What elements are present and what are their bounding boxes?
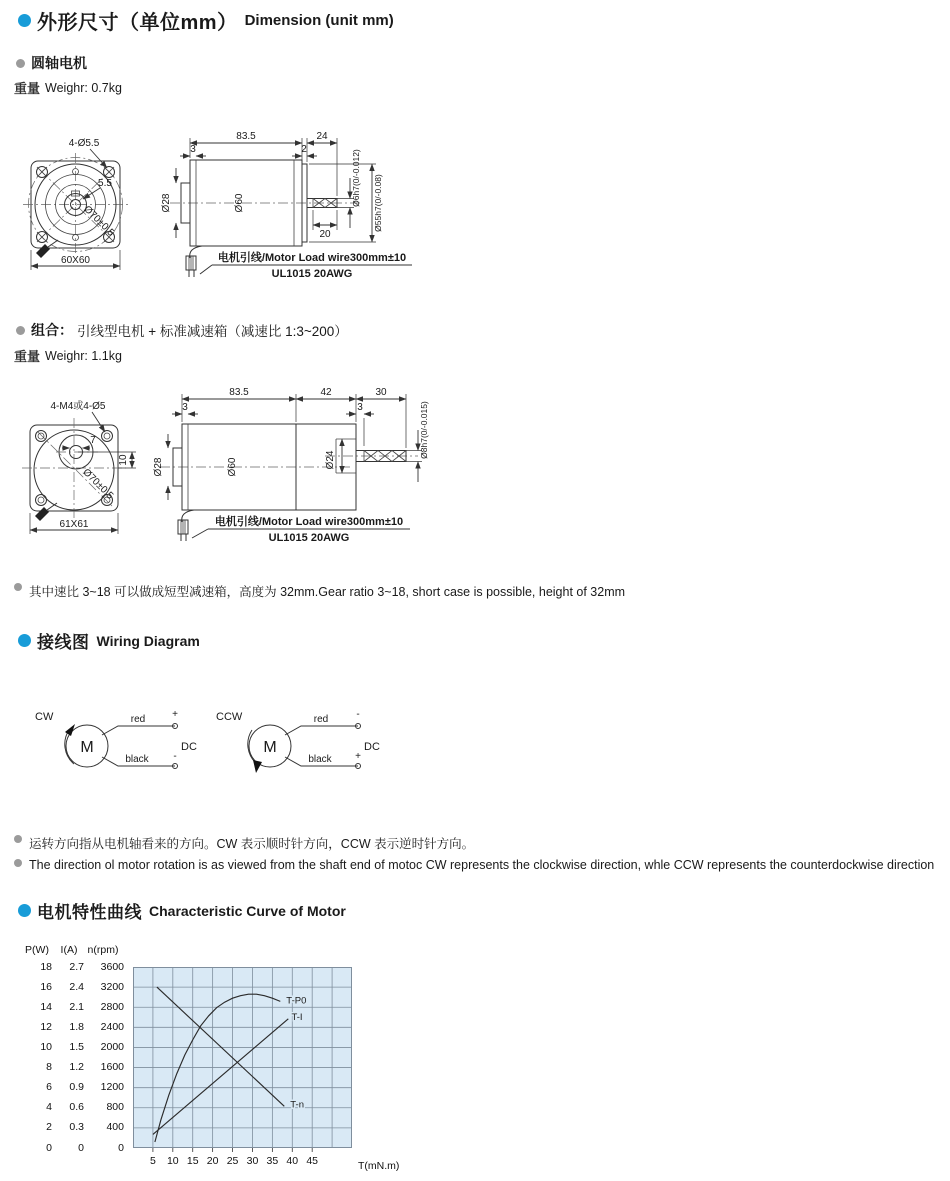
y-tick-I(A): 0.6: [69, 1101, 84, 1114]
series-label-T-n: T-n: [290, 1099, 305, 1111]
y-tick-P(W): 6: [46, 1081, 52, 1094]
y-tick-P(W): 0: [46, 1141, 52, 1154]
wire-label-line1: 电机引线/Motor Load wire300mm±10: [217, 252, 407, 264]
dim-shaft-dia: Ø8h7(0/-0.015): [419, 401, 429, 459]
gear-ratio-note: [14, 582, 934, 600]
black-wire-label: black: [308, 754, 332, 765]
dim-body-dia: Ø60: [234, 193, 245, 213]
wire-label-line2: UL1015 20AWG: [268, 532, 350, 544]
wire-stub-icon: [35, 503, 57, 521]
y-tick-n(rpm): 3200: [100, 980, 124, 993]
side-view-geared: [153, 387, 429, 544]
x-axis-unit: T(mN.m): [358, 1160, 400, 1172]
x-tick-40: 40: [286, 1155, 299, 1167]
series-label-T-I: T-I: [291, 1011, 303, 1023]
gray-bullet-icon: [14, 835, 22, 843]
y-tick-I(A): 1.5: [69, 1040, 84, 1053]
y-tick-P(W): 2: [46, 1121, 52, 1134]
dim-shaft-length: 24: [316, 131, 328, 142]
y-tick-I(A): 0.9: [69, 1081, 84, 1094]
dim-spigot-step: 2: [301, 144, 307, 155]
blue-bullet-icon: [18, 904, 31, 917]
wiring-title-cn: 接线图: [37, 633, 90, 652]
drawing-round-shaft-motor: [20, 118, 460, 303]
y-tick-I(A): 2.7: [69, 960, 84, 973]
y-tick-I(A): 2.4: [69, 980, 84, 993]
y-tick-P(W): 12: [40, 1020, 52, 1033]
y-tick-I(A): 1.8: [69, 1020, 84, 1033]
y-axis-header-n(rpm): n(rpm): [87, 944, 119, 956]
dim-flat-length: 20: [319, 229, 331, 240]
x-tick-45: 45: [306, 1155, 319, 1167]
dim-body-length: 83.5: [236, 131, 256, 142]
blue-bullet-icon: [18, 634, 31, 647]
y-tick-I(A): 0: [78, 1141, 84, 1154]
characteristic-curve-chart: [20, 936, 480, 1181]
wiring-title-en: Wiring Diagram: [96, 632, 200, 649]
gray-bullet-icon: [14, 859, 22, 867]
motor-symbol: M: [80, 739, 94, 756]
dim-shaft-length: 30: [375, 387, 387, 398]
y-tick-n(rpm): 2400: [100, 1020, 124, 1033]
wire-label-line1: 电机引线/Motor Load wire300mm±10: [214, 516, 404, 528]
terminal-polarity-bottom: -: [173, 751, 177, 762]
y-tick-n(rpm): 1200: [100, 1081, 124, 1094]
dim-gearbox-length: 42: [320, 387, 332, 398]
y-tick-n(rpm): 800: [106, 1101, 124, 1114]
blue-bullet-icon: [18, 14, 31, 27]
red-wire-label: red: [130, 714, 146, 725]
front-view-round-shaft: [23, 138, 128, 270]
y-tick-I(A): 2.1: [69, 1000, 84, 1013]
dim-boss-dia: Ø28: [153, 457, 164, 477]
rotation-note-en-text: The direction ol motor rotation is as viewed from the shaft end of motoc CW represents the clockwise direction, whle CCW represents the counterdockwise direction: [29, 858, 935, 872]
side-view-round-shaft: [161, 131, 412, 280]
dim-hub: 7: [90, 435, 96, 446]
y-tick-n(rpm): 2000: [100, 1040, 124, 1053]
dim-hub: 5.5: [98, 178, 112, 189]
weight-value-2: Weighr: 1.1kg: [45, 348, 122, 363]
wiring-diagram: [25, 698, 395, 793]
y-tick-P(W): 16: [40, 980, 52, 993]
dim-shaft-dia: Ø6h7(0/-0.012): [351, 149, 361, 207]
dc-label: DC: [364, 741, 380, 753]
terminal-polarity-top: -: [356, 709, 360, 720]
gear-ratio-note-text: 其中速比 3~18 可以做成短型减速箱，高度为 32mm.Gear ratio 3~18, short case is possible, height of 32mm: [29, 585, 626, 599]
dim-spigot-dia: Ø55h7(0/-0.08): [373, 174, 383, 232]
dim-output-dia: Ø24: [325, 450, 336, 470]
x-tick-25: 25: [226, 1155, 239, 1167]
y-axis-header-P(W): P(W): [25, 944, 49, 956]
wire-stub-icon: [36, 240, 58, 258]
dim-shaft-step: 3: [357, 402, 363, 413]
x-tick-35: 35: [266, 1155, 279, 1167]
dim-flange-size: 60X60: [61, 255, 90, 266]
x-tick-10: 10: [166, 1155, 179, 1167]
y-tick-I(A): 1.2: [69, 1061, 84, 1074]
motor-symbol: M: [263, 739, 277, 756]
dim-pitch-circle: Ø70±0.5: [81, 203, 117, 239]
y-tick-P(W): 14: [40, 1000, 52, 1013]
dim-corner-holes: 4-Ø5.5: [68, 138, 100, 149]
round-shaft-motor-heading: [16, 53, 87, 73]
y-tick-n(rpm): 400: [106, 1121, 124, 1134]
terminal-polarity-top: +: [172, 709, 178, 720]
ccw-rotation-arrow-icon: [253, 760, 262, 773]
rotation-note-cn: [14, 834, 934, 852]
y-tick-P(W): 8: [46, 1061, 52, 1074]
weight-line-2: [14, 346, 122, 365]
y-tick-P(W): 18: [40, 960, 52, 973]
geared-motor-heading: [16, 320, 348, 340]
gray-bullet-icon: [16, 326, 25, 335]
wire-label-line2: UL1015 20AWG: [271, 268, 353, 280]
gray-bullet-icon: [16, 59, 25, 68]
weight-line-1: [14, 78, 122, 97]
rotation-note-cn-text: 运转方向指从电机轴看来的方向。CW 表示顺时针方向，CCW 表示逆时针方向。: [29, 837, 475, 851]
red-wire-label: red: [313, 714, 329, 725]
dim-body-length: 83.5: [229, 387, 249, 398]
gray-bullet-icon: [14, 583, 22, 591]
wiring-ccw: [216, 709, 380, 773]
dim-rear-cap: 3: [182, 402, 188, 413]
round-shaft-motor-label: 圆轴电机: [31, 55, 87, 71]
y-tick-n(rpm): 3600: [100, 960, 124, 973]
dim-pitch-circle: Ø70±0.5: [80, 466, 116, 502]
dim-rear-cap: 3: [190, 144, 196, 155]
dim-body-dia: Ø60: [227, 457, 238, 477]
rotation-note-en: [14, 858, 944, 872]
ccw-label: CCW: [216, 711, 243, 723]
cw-label: CW: [35, 711, 54, 723]
wiring-section-heading: [18, 628, 200, 653]
y-tick-n(rpm): 2800: [100, 1000, 124, 1013]
dim-boss-dia: Ø28: [161, 193, 172, 213]
y-tick-I(A): 0.3: [69, 1121, 84, 1134]
chart-plot-area: [133, 967, 352, 1154]
y-tick-n(rpm): 0: [118, 1141, 124, 1154]
front-view-geared: [22, 399, 136, 534]
x-tick-30: 30: [246, 1155, 259, 1167]
curve-section-heading: [18, 898, 346, 923]
x-tick-15: 15: [186, 1155, 199, 1167]
dim-flange-size: 61X61: [59, 519, 89, 530]
dimension-title-cn: 外形尺寸（单位mm）: [37, 12, 238, 34]
y-tick-P(W): 4: [46, 1101, 52, 1114]
geared-motor-label-rest: 引线型电机 + 标准减速箱（减速比 1:3~200）: [77, 324, 348, 339]
drawing-geared-motor: [20, 382, 490, 560]
x-tick-20: 20: [206, 1155, 219, 1167]
wiring-cw: [35, 709, 197, 769]
y-axis-header-I(A): I(A): [60, 944, 78, 956]
curve-title-en: Characteristic Curve of Motor: [149, 902, 346, 919]
dimension-title-en: Dimension (unit mm): [244, 12, 394, 29]
weight-label-cn: 重量: [14, 349, 41, 364]
dc-label: DC: [181, 741, 197, 753]
terminal-polarity-bottom: +: [355, 751, 361, 762]
geared-motor-label-bold: 组合：: [31, 322, 73, 338]
weight-label-cn: 重量: [14, 81, 41, 96]
dimension-section-heading: [18, 6, 394, 35]
dim-corner-holes: 4-M4或4-Ø5: [50, 401, 106, 412]
x-tick-5: 5: [149, 1155, 156, 1167]
curve-title-cn: 电机特性曲线: [37, 903, 142, 922]
y-tick-n(rpm): 1600: [100, 1061, 124, 1074]
series-label-T-P0: T-P0: [286, 995, 307, 1007]
black-wire-label: black: [125, 754, 149, 765]
weight-value-1: Weighr: 0.7kg: [45, 80, 122, 95]
dim-offset: 10: [118, 454, 129, 466]
y-tick-P(W): 10: [40, 1040, 52, 1053]
